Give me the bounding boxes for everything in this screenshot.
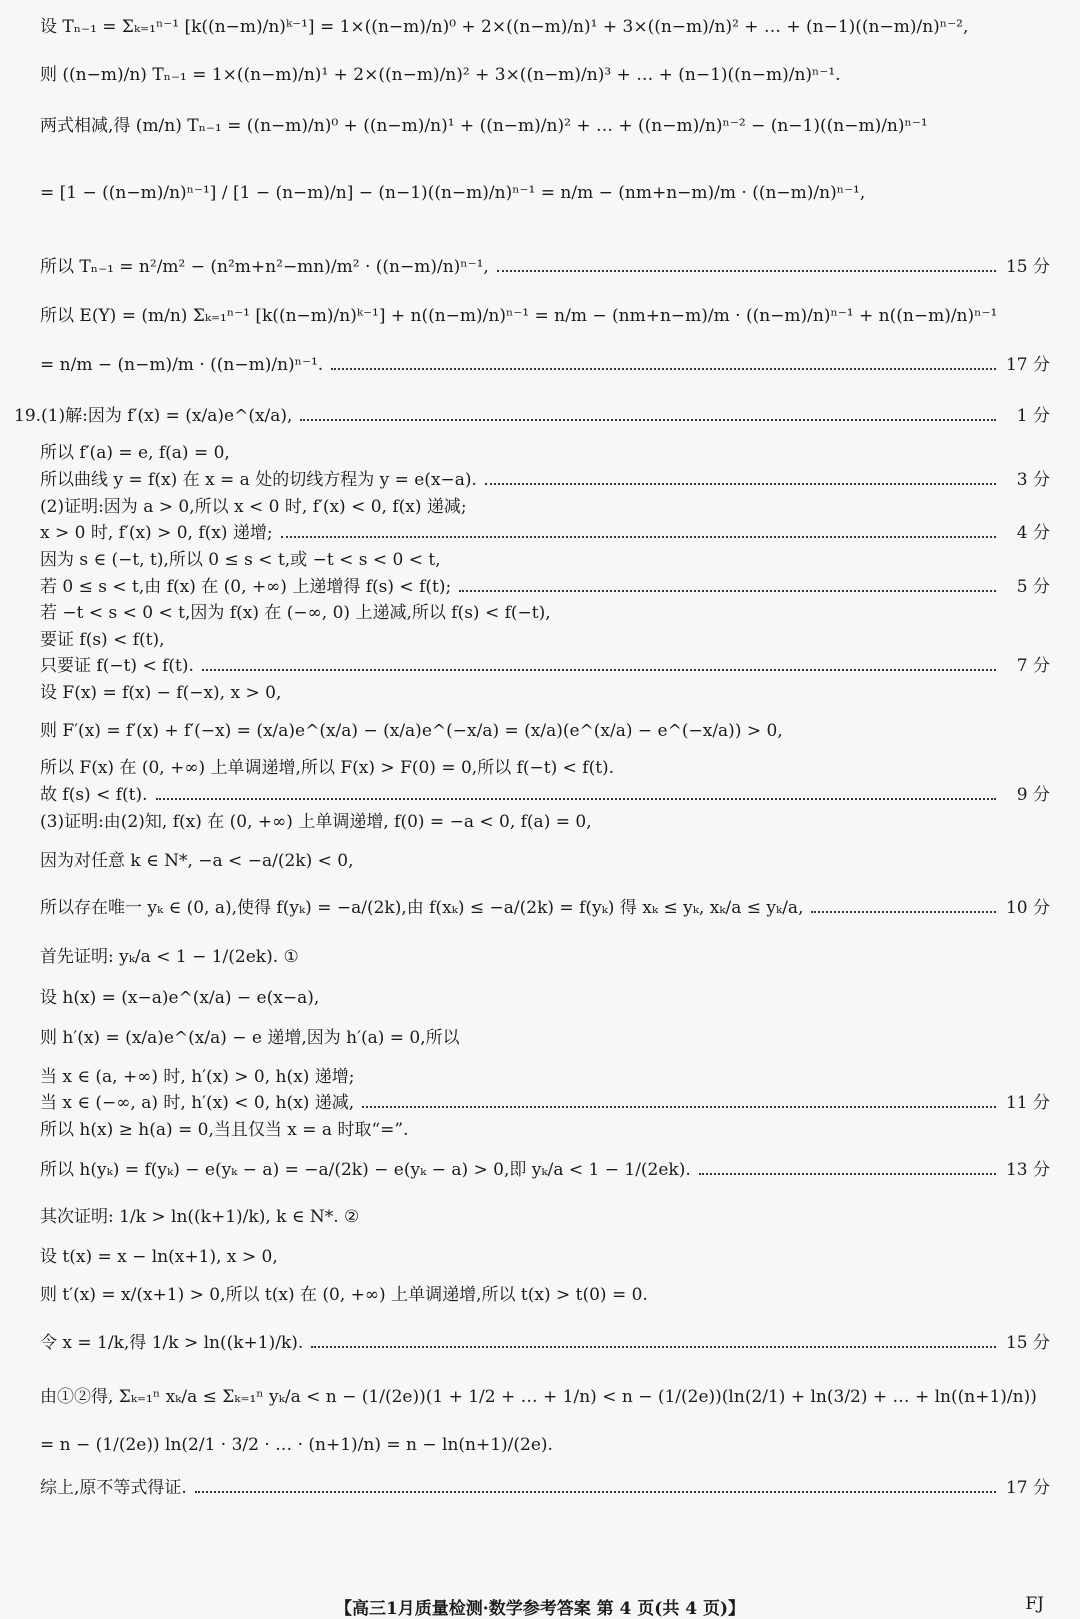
solution-line xyxy=(40,1386,1050,1408)
dot-leader xyxy=(459,590,996,592)
solution-line xyxy=(40,256,1050,278)
line-text: 设 h(x) = (x−a)e^(x/a) − e(x−a), xyxy=(40,988,320,1008)
solution-line xyxy=(40,682,1050,704)
solution-line xyxy=(40,115,1050,137)
line-text: (2)证明:因为 a > 0,所以 x < 0 时, f′(x) < 0, f(x) 递减; xyxy=(40,497,467,517)
solution-line xyxy=(40,720,1050,742)
line-text: 只要证 f(−t) < f(t). xyxy=(40,656,194,676)
solution-line xyxy=(40,946,1050,968)
line-text: 当 x ∈ (−∞, a) 时, h′(x) < 0, h(x) 递减, xyxy=(40,1093,355,1113)
solution-line xyxy=(40,784,1050,806)
solution-line xyxy=(40,1477,1050,1499)
score-label: 7 分 xyxy=(1016,656,1050,676)
line-text: 所以存在唯一 yₖ ∈ (0, a),使得 f(yₖ) = −a/(2k),由 f(xₖ) ≤ −a/(2k) = f(yₖ) 得 xₖ ≤ yₖ, xₖ/a ≤ yₖ/a, xyxy=(40,898,804,918)
solution-line xyxy=(40,549,1050,571)
solution-line xyxy=(40,1119,1050,1141)
line-text: = n − (1/(2e)) ln(2/1 · 3/2 · … · (n+1)/n) = n − ln(n+1)/(2e). xyxy=(40,1435,553,1455)
solution-line xyxy=(14,405,1050,427)
solution-line xyxy=(40,897,1050,919)
dot-leader xyxy=(281,536,996,538)
line-text: 则 t′(x) = x/(x+1) > 0,所以 t(x) 在 (0, +∞) 上单调递增,所以 t(x) > t(0) = 0. xyxy=(40,1285,648,1305)
score-label: 11 分 xyxy=(1005,1093,1050,1113)
dot-leader xyxy=(699,1173,996,1175)
line-text: 首先证明: yₖ/a < 1 − 1/(2ek). ① xyxy=(40,947,299,967)
line-text: 设 Tₙ₋₁ = Σₖ₌₁ⁿ⁻¹ [k((n−m)/n)ᵏ⁻¹] = 1×((n−m)/n)⁰ + 2×((n−m)/n)¹ + 3×((n−m)/n)² + … + (n−1)((n−m)/n)ⁿ⁻², xyxy=(40,17,969,37)
solution-line xyxy=(40,1332,1050,1354)
dot-leader xyxy=(331,368,996,370)
line-text: 设 F(x) = f(x) − f(−x), x > 0, xyxy=(40,683,282,703)
line-text: (3)证明:由(2)知, f(x) 在 (0, +∞) 上单调递增, f(0) = −a < 0, f(a) = 0, xyxy=(40,812,592,832)
score-label: 15 分 xyxy=(1005,1333,1050,1353)
solution-line xyxy=(40,987,1050,1009)
line-text: 当 x ∈ (a, +∞) 时, h′(x) > 0, h(x) 递增; xyxy=(40,1067,355,1087)
dot-leader xyxy=(362,1106,996,1108)
line-text: = n/m − (n−m)/m · ((n−m)/n)ⁿ⁻¹. xyxy=(40,355,324,375)
solution-line xyxy=(40,1246,1050,1268)
score-label: 10 分 xyxy=(1005,898,1050,918)
line-text: 综上,原不等式得证. xyxy=(40,1478,187,1498)
solution-line xyxy=(40,182,1050,204)
solution-line xyxy=(40,305,1050,327)
dot-leader xyxy=(311,1346,996,1348)
line-text: 所以 E(Y) = (m/n) Σₖ₌₁ⁿ⁻¹ [k((n−m)/n)ᵏ⁻¹] + n((n−m)/n)ⁿ⁻¹ = n/m − (nm+n−m)/m · ((n−m)/n)ⁿ⁻¹ + n((n−m)/n)ⁿ⁻¹ xyxy=(40,306,998,326)
score-label: 13 分 xyxy=(1005,1160,1050,1180)
line-text: 其次证明: 1/k > ln((k+1)/k), k ∈ N*. ② xyxy=(40,1207,360,1227)
line-text: x > 0 时, f′(x) > 0, f(x) 递增; xyxy=(40,523,273,543)
score-label: 5 分 xyxy=(1016,577,1050,597)
line-text: 要证 f(s) < f(t), xyxy=(40,630,165,650)
line-text: 所以 h(x) ≥ h(a) = 0,当且仅当 x = a 时取“=”. xyxy=(40,1120,409,1140)
dot-leader xyxy=(811,911,996,913)
line-text: 因为 s ∈ (−t, t),所以 0 ≤ s < t,或 −t < s < 0 < t, xyxy=(40,550,441,570)
dot-leader xyxy=(300,419,996,421)
solution-line xyxy=(40,354,1050,376)
line-text: 19.(1)解:因为 f′(x) = (x/a)e^(x/a), xyxy=(14,406,293,426)
footer-code: FJ xyxy=(1025,1594,1044,1614)
solution-line xyxy=(40,602,1050,624)
dot-leader xyxy=(497,270,996,272)
line-text: 由①②得, Σₖ₌₁ⁿ xₖ/a ≤ Σₖ₌₁ⁿ yₖ/a < n − (1/(2e))(1 + 1/2 + … + 1/n) < n − (1/(2e))(ln(2/1) + ln(3/2) + … + ln((n+1)/n)) xyxy=(40,1387,1037,1407)
solution-line xyxy=(40,522,1050,544)
solution-line xyxy=(40,1092,1050,1114)
score-label: 3 分 xyxy=(1016,470,1050,490)
solution-line xyxy=(40,757,1050,779)
solution-line xyxy=(40,469,1050,491)
dot-leader xyxy=(485,483,996,485)
line-text: 所以 Tₙ₋₁ = n²/m² − (n²m+n²−mn)/m² · ((n−m)/n)ⁿ⁻¹, xyxy=(40,257,489,277)
line-text: 因为对任意 k ∈ N*, −a < −a/(2k) < 0, xyxy=(40,851,354,871)
solution-line xyxy=(40,1284,1050,1306)
line-text: = [1 − ((n−m)/n)ⁿ⁻¹] / [1 − (n−m)/n] − (n−1)((n−m)/n)ⁿ⁻¹ = n/m − (nm+n−m)/m · ((n−m)/n)ⁿ⁻¹, xyxy=(40,183,866,203)
score-label: 4 分 xyxy=(1016,523,1050,543)
solution-line xyxy=(40,1206,1050,1228)
line-text: 所以 h(yₖ) = f(yₖ) − e(yₖ − a) = −a/(2k) − e(yₖ − a) > 0,即 yₖ/a < 1 − 1/(2ek). xyxy=(40,1160,691,1180)
line-text: 两式相减,得 (m/n) Tₙ₋₁ = ((n−m)/n)⁰ + ((n−m)/n)¹ + ((n−m)/n)² + … + ((n−m)/n)ⁿ⁻² − (n−1)((n−m)/n)ⁿ⁻¹ xyxy=(40,116,928,136)
line-text: 所以 f′(a) = e, f(a) = 0, xyxy=(40,443,230,463)
score-label: 17 分 xyxy=(1005,355,1050,375)
dot-leader xyxy=(156,798,996,800)
line-text: 则 h′(x) = (x/a)e^(x/a) − e 递增,因为 h′(a) = 0,所以 xyxy=(40,1028,460,1048)
solution-line xyxy=(40,1434,1050,1456)
score-label: 1 分 xyxy=(1016,406,1050,426)
solution-line xyxy=(40,850,1050,872)
line-text: 令 x = 1/k,得 1/k > ln((k+1)/k). xyxy=(40,1333,304,1353)
line-text: 则 F′(x) = f′(x) + f′(−x) = (x/a)e^(x/a) − (x/a)e^(−x/a) = (x/a)(e^(x/a) − e^(−x/a)) > 0, xyxy=(40,721,783,741)
dot-leader xyxy=(202,669,996,671)
score-label: 9 分 xyxy=(1016,785,1050,805)
line-text: 所以 F(x) 在 (0, +∞) 上单调递增,所以 F(x) > F(0) = 0,所以 f(−t) < f(t). xyxy=(40,758,615,778)
solution-line xyxy=(40,16,1050,38)
solution-line xyxy=(40,811,1050,833)
solution-line xyxy=(40,655,1050,677)
line-text: 若 0 ≤ s < t,由 f(x) 在 (0, +∞) 上递增得 f(s) < f(t); xyxy=(40,577,452,597)
line-text: 若 −t < s < 0 < t,因为 f(x) 在 (−∞, 0) 上递减,所以 f(s) < f(−t), xyxy=(40,603,551,623)
line-text: 设 t(x) = x − ln(x+1), x > 0, xyxy=(40,1247,278,1267)
dot-leader xyxy=(195,1491,996,1493)
page-footer: 【高三1月质量检测·数学参考答案 第 4 页(共 4 页)】 xyxy=(334,1599,746,1619)
solution-line xyxy=(40,442,1050,464)
solution-line xyxy=(40,64,1050,86)
line-text: 所以曲线 y = f(x) 在 x = a 处的切线方程为 y = e(x−a). xyxy=(40,470,477,490)
solution-line xyxy=(40,1066,1050,1088)
score-label: 17 分 xyxy=(1005,1478,1050,1498)
solution-line xyxy=(40,496,1050,518)
score-label: 15 分 xyxy=(1005,257,1050,277)
line-text: 则 ((n−m)/n) Tₙ₋₁ = 1×((n−m)/n)¹ + 2×((n−m)/n)² + 3×((n−m)/n)³ + … + (n−1)((n−m)/n)ⁿ⁻¹. xyxy=(40,65,841,85)
solution-line xyxy=(40,629,1050,651)
solution-line xyxy=(40,576,1050,598)
solution-line xyxy=(40,1027,1050,1049)
solution-line xyxy=(40,1159,1050,1181)
line-text: 故 f(s) < f(t). xyxy=(40,785,148,805)
